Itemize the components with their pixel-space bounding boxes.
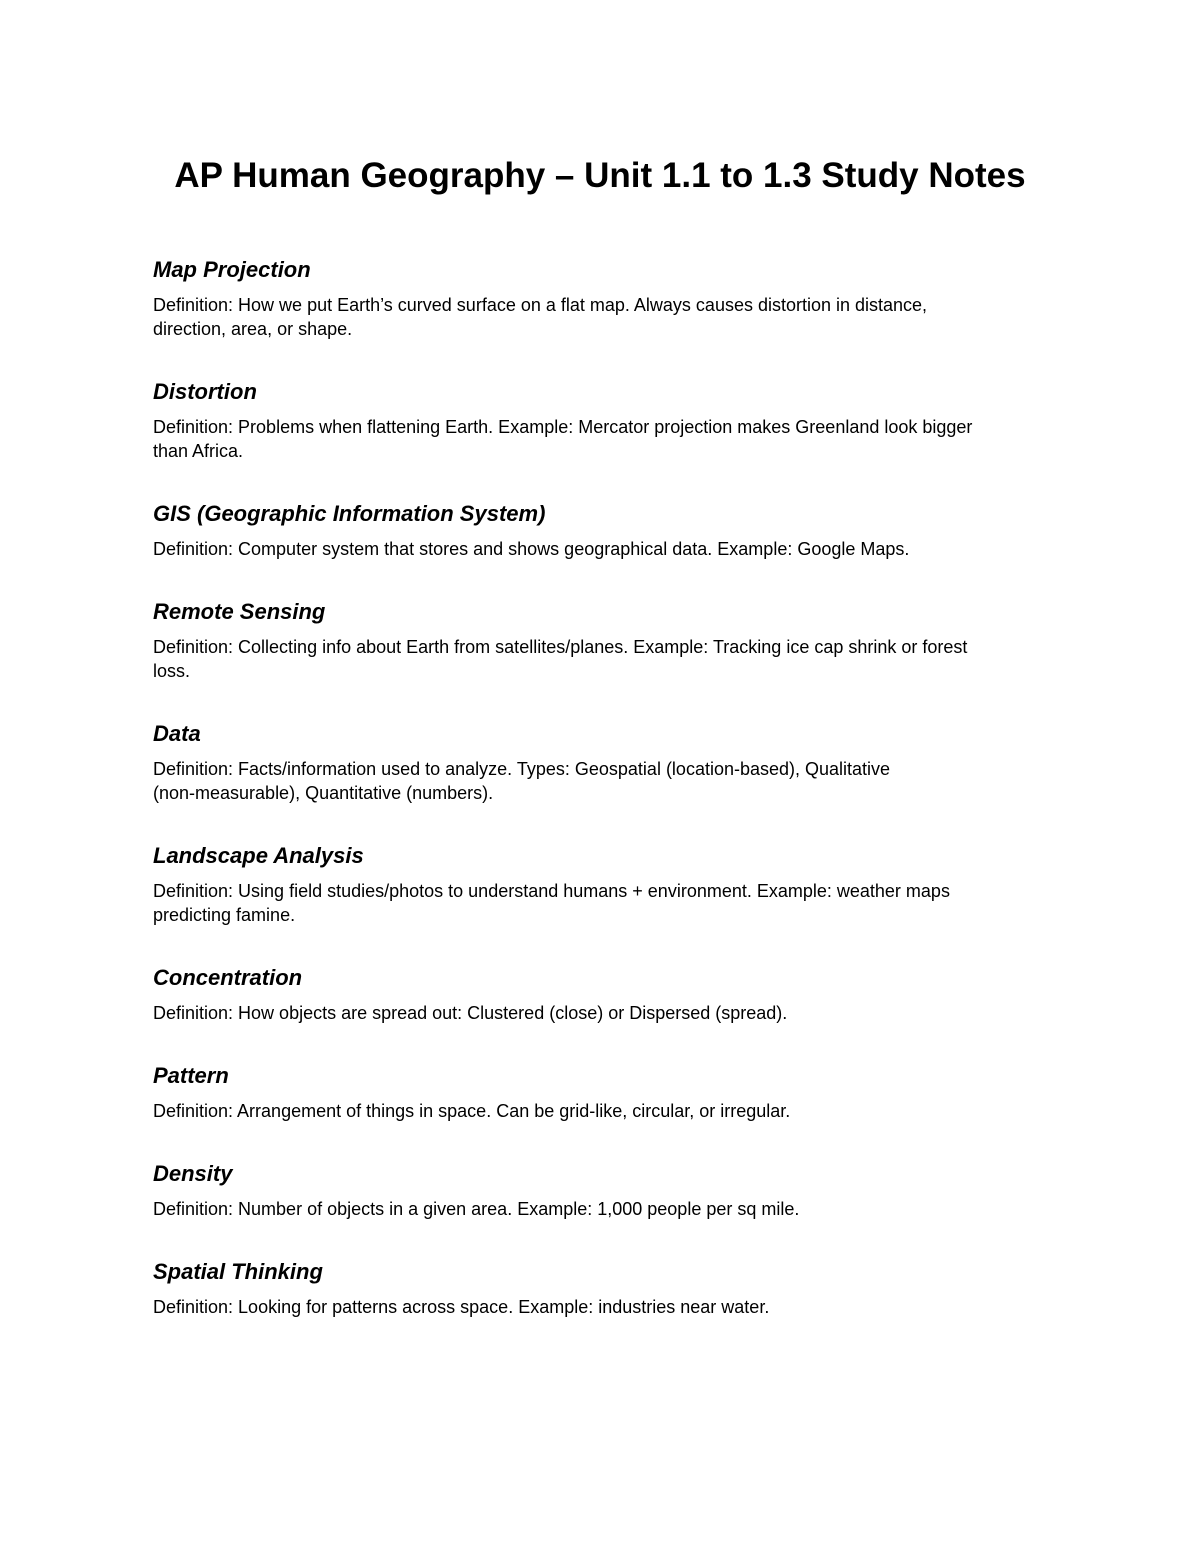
definition-line: than Africa. — [153, 441, 244, 461]
definition-line: Definition: Problems when flattening Earth. Example: Mercator projection makes Greenland look bigger — [153, 417, 973, 437]
definition-text — [153, 757, 1053, 805]
term-heading: Pattern — [153, 1063, 229, 1088]
page-title: AP Human Geography – Unit 1.1 to 1.3 Study Notes — [174, 156, 1026, 195]
section-landscape-analysis — [153, 842, 1053, 927]
study-notes-list — [153, 256, 1053, 1319]
definition-text — [153, 635, 1053, 683]
section-distortion — [153, 378, 1053, 463]
term-heading: Density — [153, 1161, 233, 1186]
definition-line: Definition: Looking for patterns across space. Example: industries near water. — [153, 1297, 770, 1317]
definition-text — [153, 1099, 1053, 1123]
definition-line: Definition: Number of objects in a given area. Example: 1,000 people per sq mile. — [153, 1199, 800, 1219]
definition-text — [153, 1295, 1053, 1319]
definition-text — [153, 1197, 1053, 1221]
definition-line: (non-measurable), Quantitative (numbers). — [153, 783, 494, 803]
section-gis — [153, 500, 1053, 561]
term-heading: Concentration — [153, 965, 303, 990]
term-heading: Data — [153, 721, 201, 746]
definition-line: Definition: Arrangement of things in space. Can be grid-like, circular, or irregular. — [153, 1101, 791, 1121]
definition-text — [153, 1001, 1053, 1025]
definition-line: Definition: Facts/information used to analyze. Types: Geospatial (location-based), Qualitative — [153, 759, 891, 779]
term-heading: Remote Sensing — [153, 599, 326, 624]
term-heading: Landscape Analysis — [153, 843, 364, 868]
definition-text — [153, 415, 1053, 463]
section-remote-sensing — [153, 598, 1053, 683]
definition-line: Definition: Computer system that stores and shows geographical data. Example: Google Maps. — [153, 539, 910, 559]
term-heading: Spatial Thinking — [153, 1259, 323, 1284]
definition-text — [153, 879, 1053, 927]
section-data — [153, 720, 1053, 805]
definition-text — [153, 537, 1053, 561]
definition-text — [153, 293, 1053, 341]
definition-line: direction, area, or shape. — [153, 319, 353, 339]
definition-line: Definition: How we put Earth’s curved surface on a flat map. Always causes distortion in distance, — [153, 295, 928, 315]
definition-line: Definition: Collecting info about Earth from satellites/planes. Example: Tracking ice cap shrink or forest — [153, 637, 968, 657]
definition-line: predicting famine. — [153, 905, 296, 925]
section-spatial-thinking — [153, 1258, 1053, 1319]
term-heading: Map Projection — [153, 257, 311, 282]
section-map-projection — [153, 256, 1053, 341]
definition-line: loss. — [153, 661, 191, 681]
section-pattern — [153, 1062, 1053, 1123]
definition-line: Definition: How objects are spread out: Clustered (close) or Dispersed (spread). — [153, 1003, 788, 1023]
term-heading: Distortion — [153, 379, 257, 404]
section-concentration — [153, 964, 1053, 1025]
section-density — [153, 1160, 1053, 1221]
definition-line: Definition: Using field studies/photos to understand humans + environment. Example: weather maps — [153, 881, 950, 901]
term-heading: GIS (Geographic Information System) — [153, 501, 546, 526]
